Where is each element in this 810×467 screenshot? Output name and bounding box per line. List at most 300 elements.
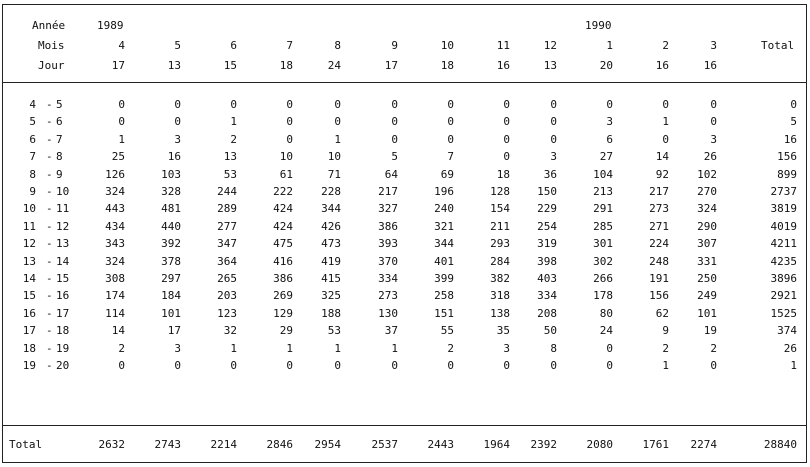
- table-cell: 393: [378, 237, 398, 250]
- table-cell: 0: [286, 359, 293, 372]
- mois-header: 11: [496, 39, 510, 52]
- row-total-cell: 16: [783, 133, 797, 146]
- table-cell: 9: [662, 324, 669, 337]
- table-cell: 0: [286, 115, 293, 128]
- hour-from: 6: [29, 133, 36, 146]
- jour-header: 17: [384, 59, 398, 72]
- mois-header: 3: [710, 39, 717, 52]
- range-dash: -: [46, 359, 53, 372]
- table-cell: 271: [649, 220, 669, 233]
- column-total-cell: 2214: [210, 438, 237, 451]
- table-cell: 0: [174, 115, 181, 128]
- mois-header: 4: [118, 39, 125, 52]
- table-cell: 36: [543, 168, 557, 181]
- table-cell: 0: [118, 115, 125, 128]
- row-total-cell: 26: [783, 342, 797, 355]
- column-total-cell: 2537: [371, 438, 398, 451]
- mois-header: 1: [606, 39, 613, 52]
- column-total-cell: 2954: [314, 438, 341, 451]
- table-cell: 334: [378, 272, 398, 285]
- table-cell: 248: [649, 255, 669, 268]
- table-cell: 19: [703, 324, 717, 337]
- table-cell: 150: [537, 185, 557, 198]
- table-cell: 184: [161, 289, 181, 302]
- table-cell: 240: [434, 202, 454, 215]
- range-dash: -: [46, 307, 53, 320]
- table-cell: 18: [496, 168, 510, 181]
- jour-label: Jour: [38, 59, 65, 72]
- table-cell: 398: [537, 255, 557, 268]
- table-cell: 473: [321, 237, 341, 250]
- table-cell: 154: [490, 202, 510, 215]
- table-cell: 64: [384, 168, 398, 181]
- table-cell: 174: [105, 289, 125, 302]
- column-total-cell: 2274: [690, 438, 717, 451]
- table-cell: 7: [447, 150, 454, 163]
- range-dash: -: [46, 289, 53, 302]
- table-cell: 392: [161, 237, 181, 250]
- table-cell: 128: [490, 185, 510, 198]
- range-dash: -: [46, 272, 53, 285]
- table-cell: 196: [434, 185, 454, 198]
- table-cell: 244: [217, 185, 237, 198]
- table-cell: 0: [391, 98, 398, 111]
- jour-header: 13: [167, 59, 181, 72]
- table-cell: 0: [710, 98, 717, 111]
- column-total-cell: 2392: [530, 438, 557, 451]
- table-cell: 0: [550, 98, 557, 111]
- table-cell: 188: [321, 307, 341, 320]
- table-cell: 382: [490, 272, 510, 285]
- table-cell: 2: [447, 342, 454, 355]
- table-cell: 334: [537, 289, 557, 302]
- total-row-label: Total: [9, 438, 43, 451]
- hour-to: 6: [56, 115, 63, 128]
- table-cell: 3: [606, 115, 613, 128]
- column-total-cell: 2443: [427, 438, 454, 451]
- jour-header: 13: [543, 59, 557, 72]
- hour-from: 16: [22, 307, 36, 320]
- table-cell: 370: [378, 255, 398, 268]
- table-cell: 29: [279, 324, 293, 337]
- table-cell: 3: [550, 150, 557, 163]
- table-cell: 211: [490, 220, 510, 233]
- hour-from: 4: [29, 98, 36, 111]
- table-cell: 13: [223, 150, 237, 163]
- table-cell: 103: [161, 168, 181, 181]
- table-cell: 273: [378, 289, 398, 302]
- table-cell: 249: [697, 289, 717, 302]
- table-cell: 343: [105, 237, 125, 250]
- row-total-cell: 899: [777, 168, 797, 181]
- grand-total-cell: 28840: [763, 438, 797, 451]
- mois-header: 7: [286, 39, 293, 52]
- table-cell: 156: [649, 289, 669, 302]
- hour-to: 8: [56, 150, 63, 163]
- hour-from: 18: [22, 342, 36, 355]
- hour-to: 20: [56, 359, 70, 372]
- table-cell: 0: [447, 359, 454, 372]
- range-dash: -: [46, 115, 53, 128]
- table-cell: 1: [334, 342, 341, 355]
- table-cell: 324: [697, 202, 717, 215]
- range-dash: -: [46, 220, 53, 233]
- hour-from: 19: [22, 359, 36, 372]
- row-total-cell: 4235: [770, 255, 797, 268]
- mois-header: 2: [662, 39, 669, 52]
- table-cell: 0: [550, 359, 557, 372]
- table-cell: 0: [286, 133, 293, 146]
- jour-header: 17: [111, 59, 125, 72]
- hour-from: 13: [22, 255, 36, 268]
- jour-header: 18: [279, 59, 293, 72]
- table-cell: 92: [655, 168, 669, 181]
- hour-from: 7: [29, 150, 36, 163]
- table-cell: 0: [118, 359, 125, 372]
- table-cell: 3: [503, 342, 510, 355]
- table-cell: 203: [217, 289, 237, 302]
- table-cell: 1: [391, 342, 398, 355]
- table-cell: 0: [503, 359, 510, 372]
- table-cell: 178: [593, 289, 613, 302]
- table-cell: 101: [697, 307, 717, 320]
- table-cell: 0: [503, 98, 510, 111]
- table-cell: 1: [334, 133, 341, 146]
- range-dash: -: [46, 185, 53, 198]
- table-cell: 35: [496, 324, 510, 337]
- table-cell: 14: [655, 150, 669, 163]
- table-cell: 250: [697, 272, 717, 285]
- table-cell: 114: [105, 307, 125, 320]
- row-total-cell: 4019: [770, 220, 797, 233]
- hour-to: 5: [56, 98, 63, 111]
- hour-from: 10: [22, 202, 36, 215]
- table-cell: 0: [503, 150, 510, 163]
- table-cell: 71: [327, 168, 341, 181]
- hour-from: 5: [29, 115, 36, 128]
- table-cell: 0: [550, 115, 557, 128]
- table-cell: 325: [321, 289, 341, 302]
- table-cell: 284: [490, 255, 510, 268]
- table-cell: 0: [606, 98, 613, 111]
- range-dash: -: [46, 133, 53, 146]
- mois-header: 9: [391, 39, 398, 52]
- range-dash: -: [46, 237, 53, 250]
- year-1990: 1990: [585, 19, 612, 32]
- range-dash: -: [46, 202, 53, 215]
- table-cell: 0: [550, 133, 557, 146]
- table-cell: 270: [697, 185, 717, 198]
- jour-header: 16: [703, 59, 717, 72]
- table-cell: 0: [118, 98, 125, 111]
- table-cell: 2: [118, 342, 125, 355]
- table-cell: 102: [697, 168, 717, 181]
- total-column-header: Total: [761, 39, 795, 52]
- table-cell: 0: [606, 342, 613, 355]
- table-cell: 386: [273, 272, 293, 285]
- table-cell: 302: [593, 255, 613, 268]
- row-total-cell: 3896: [770, 272, 797, 285]
- table-cell: 224: [649, 237, 669, 250]
- table-cell: 475: [273, 237, 293, 250]
- table-cell: 217: [378, 185, 398, 198]
- table-cell: 0: [334, 115, 341, 128]
- table-cell: 10: [327, 150, 341, 163]
- hour-to: 11: [56, 202, 70, 215]
- table-cell: 399: [434, 272, 454, 285]
- table-cell: 53: [327, 324, 341, 337]
- table-cell: 0: [334, 359, 341, 372]
- table-cell: 151: [434, 307, 454, 320]
- range-dash: -: [46, 255, 53, 268]
- table-cell: 347: [217, 237, 237, 250]
- hour-to: 19: [56, 342, 70, 355]
- table-cell: 32: [223, 324, 237, 337]
- table-cell: 434: [105, 220, 125, 233]
- mois-header: 5: [174, 39, 181, 52]
- hour-to: 15: [56, 272, 70, 285]
- table-cell: 80: [599, 307, 613, 320]
- table-cell: 138: [490, 307, 510, 320]
- table-cell: 104: [593, 168, 613, 181]
- table-cell: 419: [321, 255, 341, 268]
- hour-from: 17: [22, 324, 36, 337]
- column-total-cell: 2080: [586, 438, 613, 451]
- table-cell: 53: [223, 168, 237, 181]
- table-cell: 1: [118, 133, 125, 146]
- table-cell: 416: [273, 255, 293, 268]
- table-cell: 0: [230, 98, 237, 111]
- column-total-cell: 2846: [266, 438, 293, 451]
- column-total-cell: 1964: [483, 438, 510, 451]
- table-cell: 424: [273, 202, 293, 215]
- table-cell: 1: [662, 115, 669, 128]
- row-total-cell: 5: [790, 115, 797, 128]
- table-cell: 10: [279, 150, 293, 163]
- table-cell: 344: [434, 237, 454, 250]
- table-cell: 130: [378, 307, 398, 320]
- table-cell: 26: [703, 150, 717, 163]
- table-cell: 61: [279, 168, 293, 181]
- table-cell: 217: [649, 185, 669, 198]
- hour-from: 12: [22, 237, 36, 250]
- row-total-cell: 1: [790, 359, 797, 372]
- table-cell: 3: [710, 133, 717, 146]
- year-1989: 1989: [97, 19, 124, 32]
- table-frame: [2, 4, 807, 463]
- table-cell: 228: [321, 185, 341, 198]
- table-cell: 222: [273, 185, 293, 198]
- table-cell: 50: [543, 324, 557, 337]
- table-cell: 191: [649, 272, 669, 285]
- table-cell: 415: [321, 272, 341, 285]
- table-cell: 0: [503, 115, 510, 128]
- table-cell: 378: [161, 255, 181, 268]
- table-cell: 5: [391, 150, 398, 163]
- table-cell: 129: [273, 307, 293, 320]
- table-cell: 1: [286, 342, 293, 355]
- hour-from: 11: [22, 220, 36, 233]
- hour-from: 14: [22, 272, 36, 285]
- table-cell: 424: [273, 220, 293, 233]
- table-cell: 440: [161, 220, 181, 233]
- row-total-cell: 0: [790, 98, 797, 111]
- table-cell: 403: [537, 272, 557, 285]
- table-cell: 321: [434, 220, 454, 233]
- row-total-cell: 3819: [770, 202, 797, 215]
- table-cell: 0: [606, 359, 613, 372]
- table-cell: 1: [230, 342, 237, 355]
- jour-header: 15: [223, 59, 237, 72]
- table-cell: 307: [697, 237, 717, 250]
- hour-to: 13: [56, 237, 70, 250]
- table-cell: 3: [174, 133, 181, 146]
- table-cell: 14: [111, 324, 125, 337]
- table-cell: 17: [167, 324, 181, 337]
- hour-to: 7: [56, 133, 63, 146]
- table-cell: 0: [503, 133, 510, 146]
- jour-header: 16: [496, 59, 510, 72]
- column-total-cell: 1761: [642, 438, 669, 451]
- hour-to: 16: [56, 289, 70, 302]
- mois-label: Mois: [38, 39, 65, 52]
- table-cell: 386: [378, 220, 398, 233]
- column-total-cell: 2743: [154, 438, 181, 451]
- table-cell: 364: [217, 255, 237, 268]
- range-dash: -: [46, 342, 53, 355]
- hour-to: 12: [56, 220, 70, 233]
- table-cell: 1: [662, 359, 669, 372]
- table-cell: 2: [662, 342, 669, 355]
- table-cell: 2: [230, 133, 237, 146]
- table-cell: 0: [230, 359, 237, 372]
- table-cell: 0: [710, 115, 717, 128]
- table-cell: 318: [490, 289, 510, 302]
- table-cell: 0: [174, 98, 181, 111]
- table-cell: 0: [286, 98, 293, 111]
- table-cell: 0: [710, 359, 717, 372]
- table-cell: 8: [550, 342, 557, 355]
- mois-header: 10: [440, 39, 454, 52]
- table-cell: 6: [606, 133, 613, 146]
- table-cell: 273: [649, 202, 669, 215]
- table-cell: 208: [537, 307, 557, 320]
- table-cell: 327: [378, 202, 398, 215]
- table-cell: 401: [434, 255, 454, 268]
- mois-header: 6: [230, 39, 237, 52]
- table-cell: 126: [105, 168, 125, 181]
- range-dash: -: [46, 324, 53, 337]
- table-cell: 24: [599, 324, 613, 337]
- table-cell: 2: [710, 342, 717, 355]
- hour-from: 8: [29, 168, 36, 181]
- table-cell: 290: [697, 220, 717, 233]
- row-total-cell: 156: [777, 150, 797, 163]
- table-cell: 0: [662, 98, 669, 111]
- hour-from: 15: [22, 289, 36, 302]
- table-cell: 324: [105, 185, 125, 198]
- table-cell: 0: [391, 115, 398, 128]
- table-cell: 3: [174, 342, 181, 355]
- totals-divider: [2, 425, 807, 426]
- table-cell: 443: [105, 202, 125, 215]
- table-cell: 0: [334, 98, 341, 111]
- row-total-cell: 2737: [770, 185, 797, 198]
- table-cell: 269: [273, 289, 293, 302]
- table-cell: 0: [391, 133, 398, 146]
- table-cell: 37: [384, 324, 398, 337]
- jour-header: 20: [599, 59, 613, 72]
- mois-header: 12: [543, 39, 557, 52]
- table-cell: 481: [161, 202, 181, 215]
- table-cell: 324: [105, 255, 125, 268]
- table-cell: 285: [593, 220, 613, 233]
- table-cell: 69: [440, 168, 454, 181]
- table-cell: 331: [697, 255, 717, 268]
- table-cell: 55: [440, 324, 454, 337]
- row-total-cell: 1525: [770, 307, 797, 320]
- jour-header: 16: [655, 59, 669, 72]
- table-cell: 301: [593, 237, 613, 250]
- hour-to: 9: [56, 168, 63, 181]
- table-cell: 344: [321, 202, 341, 215]
- table-cell: 265: [217, 272, 237, 285]
- hour-from: 9: [29, 185, 36, 198]
- table-cell: 266: [593, 272, 613, 285]
- table-cell: 328: [161, 185, 181, 198]
- row-total-cell: 2921: [770, 289, 797, 302]
- table-cell: 27: [599, 150, 613, 163]
- range-dash: -: [46, 168, 53, 181]
- row-total-cell: 4211: [770, 237, 797, 250]
- table-cell: 0: [447, 133, 454, 146]
- annee-label: Année: [32, 19, 66, 32]
- table-cell: 0: [391, 359, 398, 372]
- header-divider: [2, 82, 807, 83]
- table-cell: 0: [447, 98, 454, 111]
- table-cell: 319: [537, 237, 557, 250]
- table-cell: 293: [490, 237, 510, 250]
- table-cell: 0: [662, 133, 669, 146]
- column-total-cell: 2632: [98, 438, 125, 451]
- table-cell: 426: [321, 220, 341, 233]
- table-cell: 277: [217, 220, 237, 233]
- hour-to: 17: [56, 307, 70, 320]
- table-cell: 62: [655, 307, 669, 320]
- jour-header: 24: [327, 59, 341, 72]
- table-cell: 254: [537, 220, 557, 233]
- table-cell: 258: [434, 289, 454, 302]
- row-total-cell: 374: [777, 324, 797, 337]
- table-cell: 16: [167, 150, 181, 163]
- table-cell: 229: [537, 202, 557, 215]
- table-cell: 289: [217, 202, 237, 215]
- table-cell: 25: [111, 150, 125, 163]
- table-cell: 0: [447, 115, 454, 128]
- jour-header: 18: [440, 59, 454, 72]
- table-cell: 297: [161, 272, 181, 285]
- table-cell: 291: [593, 202, 613, 215]
- hour-to: 10: [56, 185, 70, 198]
- table-cell: 213: [593, 185, 613, 198]
- hour-to: 14: [56, 255, 70, 268]
- table-cell: 0: [174, 359, 181, 372]
- hour-to: 18: [56, 324, 70, 337]
- table-cell: 308: [105, 272, 125, 285]
- mois-header: 8: [334, 39, 341, 52]
- table-cell: 101: [161, 307, 181, 320]
- range-dash: -: [46, 98, 53, 111]
